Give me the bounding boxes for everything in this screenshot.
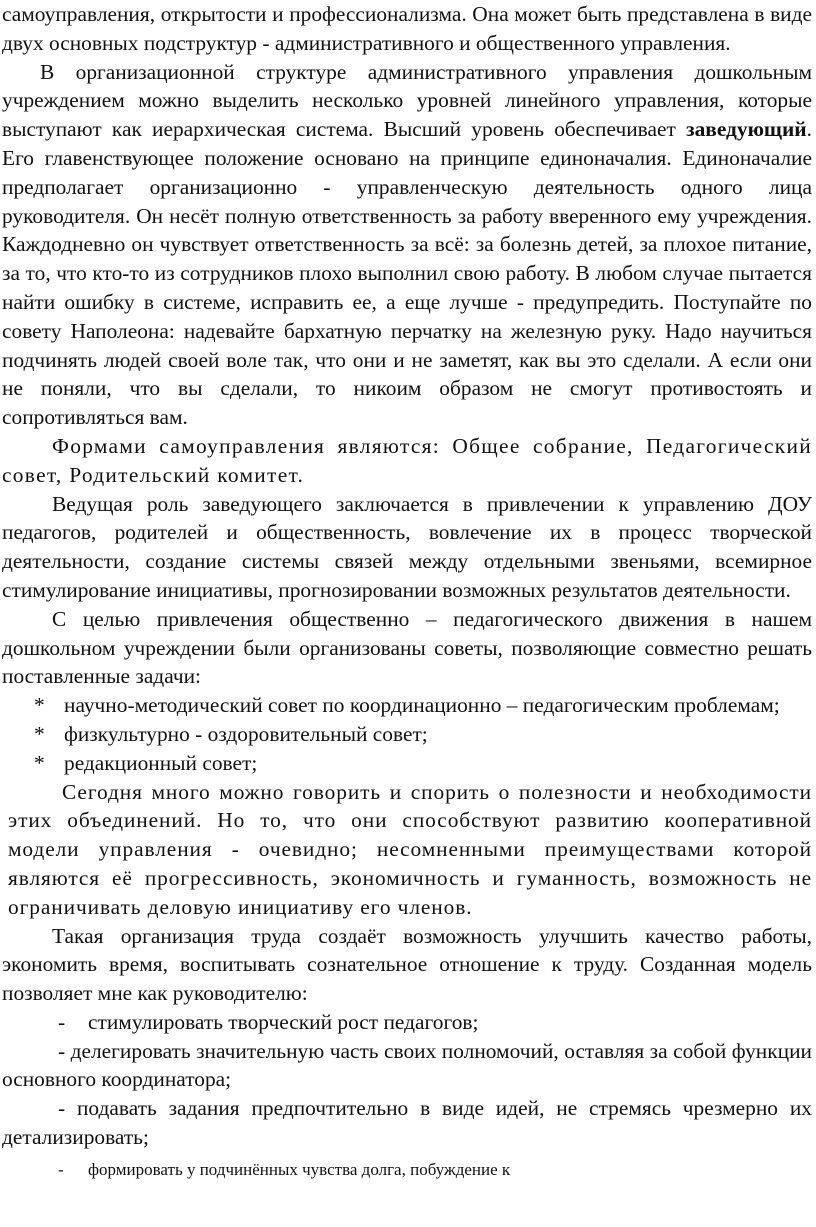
paragraph-councils-intro: С целью привлечения общественно – педагогического движения в нашем дошкольном учреждении были организованы советы, позволяющие совместно решать поставленные задачи:	[2, 606, 812, 689]
list-item	[2, 1037, 812, 1095]
paragraph-forms-of-self-government: Формами самоуправления являются: Общее собрание, Педагогический совет, Родительский комитет.	[2, 433, 812, 487]
councils-list	[2, 691, 812, 777]
manager-abilities-list	[2, 1008, 812, 1185]
paragraph-leading-role: Ведущая роль заведующего заключается в привлечении к управлению ДОУ педагогов, родителей и общественность, вовлечение их в процесс творческой деятельности, создание системы связей между отдельными звеньями, всемирное стимулирование инициативы, прогнозировании возможных результатов деятельности.	[2, 491, 812, 602]
list-item-text: подавать задания предпочтительно в виде идей, не стремясь чрезмерно их детализировать;	[2, 1096, 812, 1150]
list-item	[2, 1008, 812, 1037]
list-item	[2, 1156, 812, 1185]
list-bullet: *	[34, 721, 45, 746]
list-item-text: формировать у подчинённых чувства долга, побуждение к	[88, 1159, 511, 1179]
list-item	[2, 691, 812, 720]
list-item	[2, 749, 812, 778]
list-item-text: физкультурно - оздоровительный совет;	[64, 721, 428, 746]
list-dash: -	[58, 1038, 66, 1063]
list-dash: -	[58, 1159, 64, 1179]
list-item	[2, 1094, 812, 1152]
paragraph-benefits: Сегодня много можно говорить и спорить о полезности и необходимости этих объединений. Но то, что они способствуют развитию кооперативной модели управления - очевидно; несомненными преимуществами которой являются её прогрессивность, экономичность и гуманность, возможность не ограничивать деловую инициативу его членов.	[8, 779, 812, 919]
paragraph-work-organization: Такая организация труда создаёт возможность улучшить качество работы, экономить время, воспитывать сознательное отношение к труду. Созданная модель позволяет мне как руководителю:	[2, 923, 812, 1006]
list-item-text: стимулировать творческий рост педагогов;	[88, 1009, 479, 1034]
list-bullet: *	[34, 750, 45, 775]
list-bullet: *	[34, 693, 45, 718]
paragraph-text: . Его главенствующее положение основано на принципе единоначалия. Единоначалие предполагает организационно - управленческую деятельность одного лица руководителя. Он несёт полную ответственность за работу вверенного ему учреждения. Каждодневно он чувствует ответственность за всё: за болезнь детей, за плохое питание, за то, что кто-то из сотрудников плохо выполнил свою работу. В любом случае пытается найти ошибку в системе, исправить ее, а еще лучше - предупредить. Поступайте по совету Наполеона: надевайте бархатную перчатку на железную руку. Надо научиться подчинять людей своей воле так, что они и не заметят, как вы это сделали. А если они не поняли, что вы сделали, то никоим образом не смогут противостоять и сопротивляться вам.	[2, 117, 812, 430]
list-dash: -	[58, 1096, 66, 1121]
paragraph-text: В организационной структуре административного управления дошкольным учреждением можно выделить несколько уровней линейного управления, которые выступают как иерархическая система. Высший уровень обеспечивает	[2, 59, 812, 142]
list-item	[2, 720, 812, 749]
list-dash: -	[58, 1009, 66, 1034]
list-item-text: редакционный совет;	[64, 750, 258, 775]
paragraph-self-government: самоуправления, открытости и профессионализма. Она может быть представлена в виде двух основных подструктур - административного и общественного управления.	[2, 2, 812, 55]
list-item-text: делегировать значительную часть своих полномочий, оставляя за собой функции основного координатора;	[2, 1038, 812, 1092]
list-item-text: научно-методический совет по координационно – педагогическим проблемам;	[64, 693, 780, 718]
paragraph-administrative-structure	[2, 58, 812, 432]
bold-term-head: заведующий	[686, 117, 807, 142]
